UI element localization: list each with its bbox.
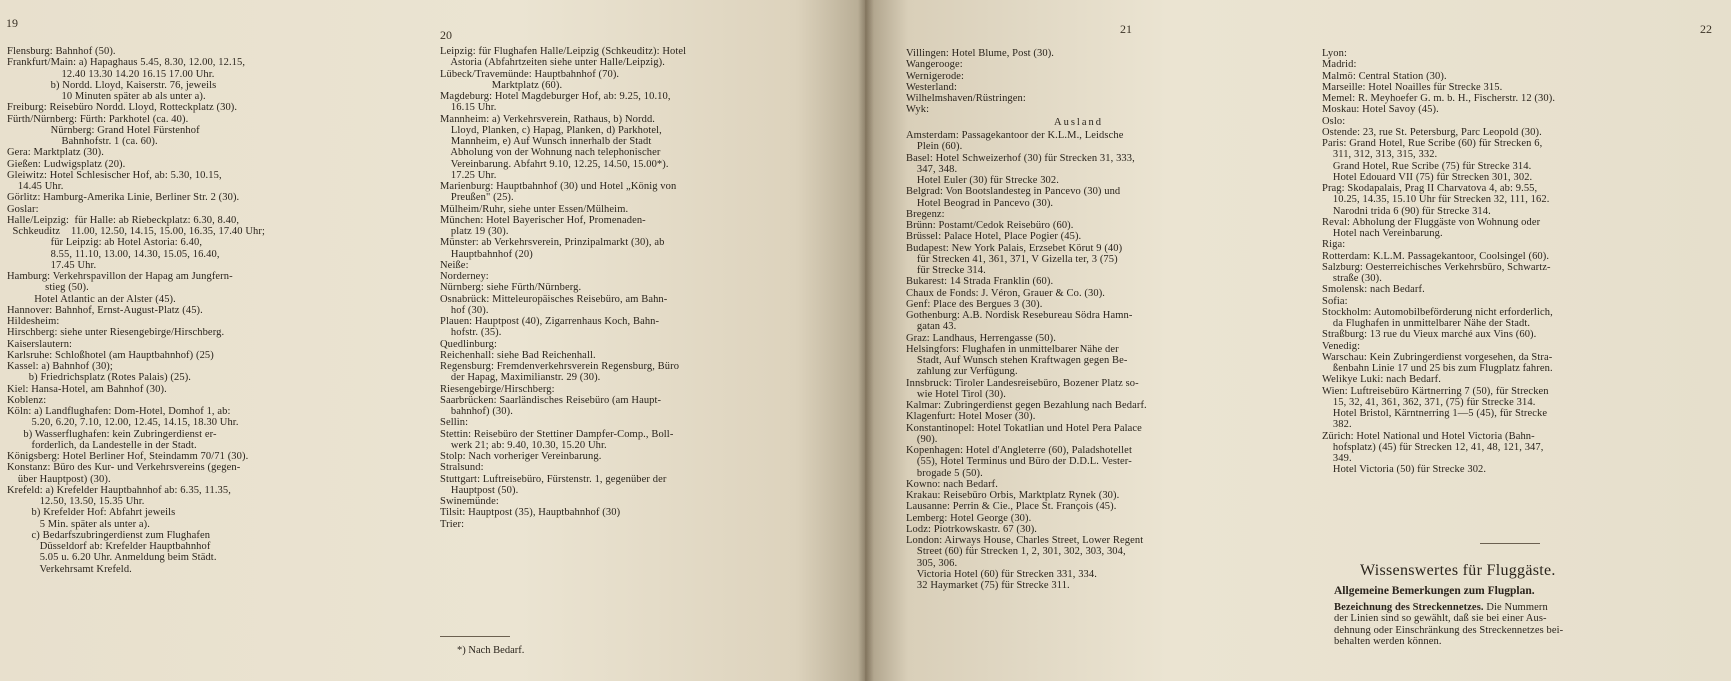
text-line: Hotel Victoria (50) für Strecke 302. (1322, 464, 1487, 476)
text-line: (55), Hotel Terminus und Büro der D.D.L. Vester- (906, 456, 1132, 468)
text-line: Schkeuditz 11.00, 12.50, 14.15, 15.00, 16.35, 17.40 Uhr; (7, 226, 265, 237)
text-line: b) Wasserflughafen: kein Zubringerdienst er- (7, 428, 217, 440)
text-line: Basel: Hotel Schweizerhof (30) für Strecken 31, 333, (906, 152, 1135, 164)
text-line: Warschau: Kein Zubringerdienst vorgesehen, da Stra- (1322, 351, 1553, 363)
text-line: hofstr. (35). (440, 327, 502, 339)
page-number-22: 22 (1700, 22, 1712, 36)
section-heading-ausland: Ausland (1054, 117, 1103, 128)
text-line: platz 19 (30). (440, 226, 509, 237)
text-line: Konstantinopel: Hotel Tokatlian und Hotel Pera Palace (906, 422, 1142, 434)
text-line: Freiburg: Reisebüro Nordd. Lloyd, Rotteckplatz (30). (7, 102, 238, 114)
text-line: 382. (1322, 419, 1352, 431)
text-line: Königsberg: Hotel Berliner Hof, Steindamm 70/71 (30). (7, 451, 249, 462)
text-line: Bregenz: (906, 208, 945, 220)
text-line: München: Hotel Bayerischer Hof, Promenaden- (440, 214, 646, 226)
text-line: 32 Haymarket (75) für Strecke 311. (906, 580, 1070, 591)
text-line: Moskau: Hotel Savoy (45). (1322, 104, 1439, 116)
text-line: Stolp: Nach vorheriger Vereinbarung. (440, 451, 602, 462)
text-line: (90). (906, 433, 938, 445)
text-line: Münster: ab Verkehrsverein, Prinzipalmarkt (30), ab (440, 237, 665, 249)
text-line: b) Friedrichsplatz (Rotes Palais) (25). (7, 372, 192, 384)
section-divider (1480, 543, 1540, 544)
page-number-19: 19 (6, 16, 18, 30)
text-line: Krakau: Reisebüro Orbis, Marktplatz Rynek (30). (906, 490, 1120, 501)
text-line: Westerland: (906, 81, 957, 93)
text-line: Kowno: nach Bedarf. (906, 478, 998, 490)
text-line: Brünn: Postamt/Cedok Reisebüro (60). (906, 220, 1074, 231)
text-line: 10.25, 14.35, 15.10 Uhr für Strecken 32, 111, 162. (1322, 194, 1550, 206)
para-line-1: der Linien sind so gewählt, daß sie bei einer Aus- (1334, 613, 1547, 625)
text-line: Wyk: (906, 104, 930, 116)
text-line: Leipzig: für Flughafen Halle/Leipzig (Schkeuditz): Hotel (440, 46, 687, 57)
text-line: 16.15 Uhr. (440, 102, 497, 114)
text-line: Welikye Luki: nach Bedarf. (1322, 374, 1441, 386)
text-line: für Strecke 314. (906, 265, 986, 276)
text-line: Bahnhofstr. 1 (ca. 60). (7, 136, 158, 147)
text-line: Memel: R. Meyhoefer G. m. b. H., Fischerstr. 12 (30). (1322, 93, 1556, 104)
heading-wissenswertes: Wissenswertes für Fluggäste. (1360, 562, 1556, 579)
page-number-21: 21 (1120, 22, 1132, 36)
text-line: Kiel: Hansa-Hotel, am Bahnhof (30). (7, 383, 167, 395)
text-line: gatan 43. (906, 321, 957, 333)
text-line: hof (30). (440, 304, 489, 316)
text-line: Hotel Atlantic an der Alster (45). (7, 293, 176, 305)
text-line: Straßburg: 13 rue du Vieux marché aux Vins (60). (1322, 329, 1537, 341)
text-line: Lodz: Piotrkowskastr. 67 (30). (906, 523, 1038, 535)
text-line: 8.55, 11.10, 13.00, 14.30, 15.05, 16.40, (7, 248, 220, 260)
page-21-inland-text (906, 48, 1054, 116)
text-line: Marseille: Hotel Noailles für Strecke 315. (1322, 81, 1503, 93)
text-line: Lemberg: Hotel George (30). (906, 512, 1032, 524)
para-title: Bezeichnung des Streckennetzes. (1334, 602, 1484, 613)
text-line: Stuttgart: Luftreisebüro, Fürstenstr. 1, gegenüber der (440, 473, 667, 485)
text-line: Victoria Hotel (60) für Strecken 331, 334. (906, 568, 1097, 580)
text-line: 10 Minuten später ab als unter a). (7, 91, 206, 102)
text-line: Abholung von der Wohnung nach telephonischer (440, 147, 661, 159)
text-line: 5.20, 6.20, 7.10, 12.00, 12.45, 14.15, 18.30 Uhr. (7, 417, 239, 429)
text-line: Hildesheim: (7, 316, 60, 327)
text-line: Hirschberg: siehe unter Riesengebirge/Hirschberg. (7, 327, 225, 339)
text-line: Hotel Bristol, Kärntnerring 1—5 (45), für Strecke (1322, 408, 1548, 419)
text-line: Paris: Grand Hotel, Rue Scribe (60) für Strecken 6, (1322, 138, 1543, 149)
text-line: Venedig: (1322, 340, 1361, 352)
text-line: Malmö: Central Station (30). (1322, 70, 1447, 82)
text-line: 17.45 Uhr. (7, 259, 97, 271)
text-line: Prag: Skodapalais, Prag II Charvatova 4, ab: 9.55, (1322, 183, 1538, 194)
text-line: wie Hotel Tirol (30). (906, 388, 1006, 400)
para-line-3: behalten werden können. (1334, 635, 1442, 647)
text-line: c) Bedarfszubringerdienst zum Flughafen (7, 529, 211, 541)
text-line: Goslar: (7, 203, 39, 215)
text-line: 347, 348. (906, 163, 958, 175)
para-line-0: Die Nummern (1486, 602, 1548, 613)
text-line: werk 21; ab: 9.40, 10.30, 15.20 Uhr. (440, 439, 607, 451)
para-line-2: dehnung oder Einschränkung des Streckennetzes bei- (1334, 624, 1564, 636)
text-line: Lloyd, Planken, c) Hapag, Planken, d) Parkhotel, (440, 124, 662, 136)
text-line: Chaux de Fonds: J. Véron, Grauer & Co. (30). (906, 287, 1106, 299)
text-line: Hamburg: Verkehrspavillon der Hapag am Jungfern- (7, 271, 233, 282)
text-line: 17.25 Uhr. (440, 169, 497, 181)
text-line: Fürth/Nürnberg: Fürth: Parkhotel (ca. 40). (7, 113, 189, 125)
text-line: 15, 32, 41, 361, 362, 371, (75) für Strecke 314. (1322, 396, 1536, 408)
text-line: hofsplatz) (45) für Strecken 12, 41, 48, 121, 347, (1322, 441, 1544, 453)
text-line: Helsingfors: Flughafen in unmittelbarer Nähe der (906, 343, 1119, 355)
text-line: Kaiserslautern: (7, 338, 73, 350)
text-line: London: Airways House, Charles Street, Lower Regent (906, 535, 1144, 546)
text-line: 14.45 Uhr. (7, 181, 64, 192)
text-line: Brüssel: Palace Hotel, Place Pogier (45). (906, 231, 1082, 243)
text-line: b) Krefelder Hof: Abfahrt jeweils (7, 507, 176, 519)
text-line: Wangerooge: (906, 59, 963, 71)
text-line: Saarbrücken: Saarländisches Reisebüro (am Haupt- (440, 394, 662, 406)
text-line: Bukarest: 14 Strada Franklin (60). (906, 276, 1054, 288)
text-line: Nürnberg: siehe Fürth/Nürnberg. (440, 282, 582, 294)
text-line: Düsseldorf ab: Krefelder Hauptbahnhof (7, 541, 211, 552)
text-line: Gera: Marktplatz (30). (7, 147, 104, 159)
text-line: Budapest: New York Palais, Erzsebet Körut 9 (40) (906, 242, 1123, 254)
text-line: b) Nordd. Lloyd, Kaiserstr. 76, jeweils (7, 79, 217, 91)
paragraph-streckennetz (1334, 602, 1563, 647)
text-line: Genf: Place des Bergues 3 (30). (906, 298, 1043, 310)
text-line: Grand Hotel, Rue Scribe (75) für Strecke 314. (1322, 160, 1532, 172)
text-line: 5.05 u. 6.20 Uhr. Anmeldung beim Städt. (7, 552, 217, 564)
text-line: Hotel Edouard VII (75) für Strecken 301, 302. (1322, 171, 1533, 183)
text-line: Rotterdam: K.L.M. Passagekantoor, Coolsingel (60). (1322, 250, 1550, 262)
subheading-bemerkungen: Allgemeine Bemerkungen zum Flugplan. (1334, 585, 1535, 597)
text-line: Marienburg: Hauptbahnhof (30) und Hotel „König von (440, 181, 677, 192)
book-gutter (858, 0, 874, 681)
text-line: Lübeck/Travemünde: Hauptbahnhof (70). (440, 68, 620, 80)
text-line: Innsbruck: Tiroler Landesreisebüro, Bozener Platz so- (906, 377, 1139, 389)
text-line: Gießen: Ludwigsplatz (20). (7, 158, 126, 170)
text-line: ßenbahn Linie 17 und 25 bis zum Flugplatz fahren. (1322, 363, 1553, 374)
text-line: Kassel: a) Bahnhof (30); (7, 361, 113, 372)
text-line: Krefeld: a) Krefelder Hauptbahnhof ab: 6.35, 11.35, (7, 484, 231, 496)
text-line: Astoria (Abfahrtzeiten siehe unter Halle/Leipzig). (440, 57, 665, 69)
text-line: Amsterdam: Passagekantoor der K.L.M., Leidsche (906, 130, 1124, 141)
text-line: Swinemünde: (440, 496, 499, 507)
text-line: Narodni trida 6 (90) für Strecke 314. (1322, 205, 1491, 217)
page-21-ausland-text (906, 130, 1147, 591)
text-line: bahnhof) (30). (440, 406, 513, 417)
text-line: 12.50, 13.50, 15.35 Uhr. (7, 496, 145, 507)
text-line: Quedlinburg: (440, 338, 498, 350)
text-line: zahlung zur Verfügung. (906, 366, 1018, 378)
text-line: Halle/Leipzig: für Halle: ab Riebeckplatz: 6.30, 8.40, (7, 214, 240, 226)
text-line: Riesengebirge/Hirschberg: (440, 383, 555, 395)
text-line: Gleiwitz: Hotel Schlesischer Hof, ab: 5.30, 10.15, (7, 169, 222, 181)
text-line: Regensburg: Fremdenverkehrsverein Regensburg, Büro (440, 361, 680, 372)
text-line: Hauptpost (50). (440, 484, 519, 496)
text-line: Wilhelmshaven/Rüstringen: (906, 93, 1026, 104)
text-line: Riga: (1322, 239, 1346, 251)
text-line: für Leipzig: ab Hotel Astoria: 6.40, (7, 237, 203, 249)
text-line: Graz: Landhaus, Herrengasse (50). (906, 332, 1056, 344)
text-line: Lausanne: Perrin & Cie., Place St. François (45). (906, 501, 1117, 513)
text-line: Hotel Beograd in Pancevo (30). (906, 197, 1054, 209)
text-line: für Strecken 41, 361, 371, V Gizella ter, 3 (75) (906, 253, 1118, 265)
text-line: Madrid: (1322, 59, 1357, 71)
text-line: 311, 312, 313, 315, 332. (1322, 149, 1438, 161)
text-line: Belgrad: Von Bootslandesteg in Pancevo (30) und (906, 186, 1121, 198)
text-line: Sofia: (1322, 295, 1348, 307)
text-line: Gothenburg: A.B. Nordisk Resebureau Södra Hamn- (906, 310, 1133, 321)
text-line: Street (60) für Strecken 1, 2, 301, 302, 303, 304, (906, 546, 1126, 558)
text-line: Villingen: Hotel Blume, Post (30). (906, 48, 1055, 59)
text-line: Smolensk: nach Bedarf. (1322, 284, 1425, 296)
text-line: Oslo: (1322, 115, 1346, 127)
text-line: Zürich: Hotel National und Hotel Victoria (Bahn- (1322, 430, 1535, 442)
text-line: Klagenfurt: Hotel Moser (30). (906, 411, 1036, 423)
text-line: Koblenz: (7, 394, 47, 406)
text-line: Vereinbarung. Abfahrt 9.10, 12.25, 14.50, 15.00*). (440, 158, 669, 170)
text-line: Preußen" (25). (440, 192, 514, 204)
page-number-20: 20 (440, 28, 452, 42)
text-line: Neiße: (440, 259, 469, 271)
text-line: Konstanz: Büro des Kur- und Verkehrsvereins (gegen- (7, 462, 241, 474)
text-line: Nürnberg: Grand Hotel Fürstenhof (7, 124, 200, 136)
text-line: Kopenhagen: Hotel d'Angleterre (60), Paladshotellet (906, 445, 1132, 456)
text-line: Mülheim/Ruhr, siehe unter Essen/Mülheim. (440, 203, 629, 215)
text-line: Trier: (440, 518, 465, 530)
page-22-text (1322, 48, 1555, 476)
text-line: Karlsruhe: Schloßhotel (am Hauptbahnhof) (25) (7, 349, 214, 361)
text-line: Flensburg: Bahnhof (50). (7, 46, 116, 57)
text-line: da Flughafen in unmittelbarer Nähe der Stadt. (1322, 318, 1531, 329)
text-line: 305, 306. (906, 557, 958, 569)
text-line: Hauptbahnhof (20) (440, 248, 533, 260)
text-line: Lyon: (1322, 48, 1348, 59)
page-19-text (7, 46, 265, 575)
text-line: Görlitz: Hamburg-Amerika Linie, Berliner Str. 2 (30). (7, 192, 240, 204)
page-20-text (440, 46, 686, 530)
text-line: Tilsit: Hauptpost (35), Hauptbahnhof (30) (440, 507, 621, 519)
text-line: Marktplatz (60). (440, 79, 563, 91)
text-line: Ostende: 23, rue St. Petersburg, Parc Leopold (30). (1322, 126, 1542, 138)
text-line: Mannheim: a) Verkehrsverein, Rathaus, b) Nordd. (440, 113, 656, 125)
text-line: der Hapag, Maximilianstr. 29 (30). (440, 372, 601, 384)
text-line: Frankfurt/Main: a) Hapaghaus 5.45, 8.30, 12.00, 12.15, (7, 57, 246, 69)
text-line: Reval: Abholung der Fluggäste von Wohnung oder (1322, 216, 1541, 228)
text-line: forderlich, da Landestelle in der Stadt. (7, 439, 197, 451)
footnote: *) Nach Bedarf. (457, 645, 525, 656)
text-line: Sellin: (440, 417, 469, 429)
text-line: Osnabrück: Mitteleuropäisches Reisebüro, am Bahn- (440, 293, 668, 305)
text-line: Norderney: (440, 271, 489, 282)
text-line: brogade 5 (50). (906, 467, 983, 479)
text-line: stieg (50). (7, 282, 89, 294)
text-line: 5 Min. später als unter a). (7, 518, 150, 530)
text-line: Wernigerode: (906, 70, 965, 82)
text-line: Stadt, Auf Wunsch stehen Kraftwagen gegen Be- (906, 355, 1128, 366)
text-line: Stralsund: (440, 462, 484, 474)
text-line: Stettin: Reisebüro der Stettiner Dampfer-Comp., Boll- (440, 428, 674, 440)
footnote-rule (440, 636, 510, 637)
text-line: 12.40 13.30 14.20 16.15 17.00 Uhr. (7, 68, 215, 80)
text-line: Magdeburg: Hotel Magdeburger Hof, ab: 9.25, 10.10, (440, 91, 671, 102)
text-line: Plein (60). (906, 141, 963, 153)
text-line: straße (30). (1322, 273, 1382, 284)
text-line: Kalmar: Zubringerdienst gegen Bezahlung nach Bedarf. (906, 400, 1147, 411)
text-line: Hotel nach Vereinbarung. (1322, 228, 1443, 239)
text-line: Reichenhall: siehe Bad Reichenhall. (440, 349, 596, 361)
text-line: Hannover: Bahnhof, Ernst-August-Platz (45). (7, 304, 203, 316)
text-line: 349. (1322, 453, 1352, 464)
text-line: Köln: a) Landflughafen: Dom-Hotel, Domhof 1, ab: (7, 406, 231, 417)
text-line: über Hauptpost) (30). (7, 473, 111, 485)
text-line: Stockholm: Automobilbeförderung nicht erforderlich, (1322, 306, 1553, 318)
text-line: Hotel Euler (30) für Strecke 302. (906, 175, 1059, 186)
text-line: Plauen: Hauptpost (40), Zigarrenhaus Koch, Bahn- (440, 316, 660, 327)
text-line: Mannheim, e) Auf Wunsch innerhalb der Stadt (440, 136, 652, 147)
text-line: Verkehrsamt Krefeld. (7, 563, 132, 575)
text-line: Wien: Luftreisebüro Kärtnerring 7 (50), für Strecken (1322, 385, 1549, 397)
text-line: Salzburg: Oesterreichisches Verkehrsbüro, Schwartz- (1322, 261, 1551, 273)
